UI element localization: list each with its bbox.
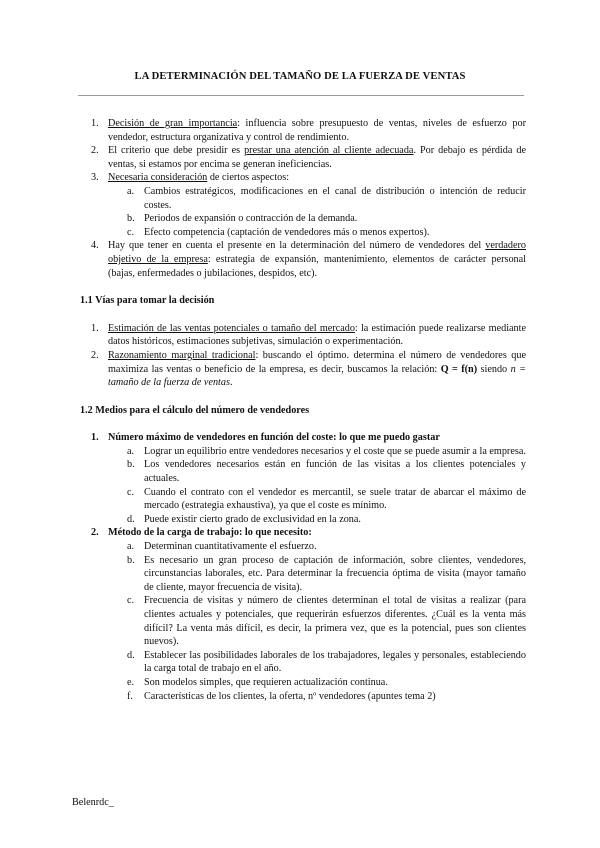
list-item xyxy=(80,322,526,349)
sub-item xyxy=(80,690,526,704)
item-number: 1. xyxy=(91,118,99,129)
underlined-term: Decisión de gran importancia xyxy=(108,118,238,129)
sub-item xyxy=(80,445,526,459)
item-text: : buscando el óptimo. determina el número de vendedores que maximiza las ventas o beneficio de la empresa, es decir, buscamos la relación: xyxy=(108,349,526,375)
title-divider xyxy=(78,95,524,96)
sub-item xyxy=(80,226,526,240)
document-body xyxy=(80,117,526,703)
method-heading xyxy=(80,526,526,540)
item-text: . Por debajo es pérdida de ventas, si estamos por encima se generan ineficiencias. xyxy=(108,145,527,170)
formula: Q = f(n) xyxy=(440,363,478,375)
item-number: 1. xyxy=(91,322,99,334)
item-text: Es necesario un gran proceso de captación de información, sobre clientes, vendedores, circunstancias laborales, etc. Para determinar la frecuencia óptima de visita (mayor tamaño de cliente, mayor frecuencia de visita). xyxy=(144,554,526,593)
list-item xyxy=(80,171,526,185)
item-letter: a. xyxy=(127,541,135,553)
item-letter: b. xyxy=(127,213,135,225)
item-text: . xyxy=(229,377,233,389)
document-title: LA DETERMINACIÓN DEL TAMAÑO DE LA FUERZA DE VENTAS xyxy=(134,71,466,82)
item-letter: a. xyxy=(127,185,135,197)
item-text: Determinan cuantitativamente el esfuerzo. xyxy=(144,541,317,553)
sub-item xyxy=(80,649,526,676)
sub-item xyxy=(80,212,526,226)
underlined-term: Razonamiento marginal tradicional xyxy=(108,349,256,361)
underlined-term: Estimación de las ventas potenciales o tamaño del mercado xyxy=(108,322,355,334)
item-letter: e. xyxy=(127,676,135,688)
item-text: de ciertos aspectos: xyxy=(207,172,290,184)
item-number: 3. xyxy=(91,172,99,184)
item-letter: c. xyxy=(127,595,135,607)
sub-item xyxy=(80,594,526,648)
item-text: : la estimación puede realizarse mediante datos históricos, estimaciones subjetivas, simulación o experimentación. xyxy=(108,322,526,348)
method-title: Método de la carga de trabajo: lo que necesito: xyxy=(108,527,312,539)
item-text: Puede existir cierto grado de exclusividad en la zona. xyxy=(144,513,361,525)
item-text: Cambios estratégicos, modificaciones en el canal de distribución o intención de reducir costes. xyxy=(144,185,526,211)
item-letter: c. xyxy=(127,226,135,238)
italic-text: n = tamaño de la fuerza de ventas xyxy=(108,363,526,389)
section-heading-1-2: 1.2 Medios para el cálculo del número de vendedores xyxy=(80,404,310,416)
item-number: 2. xyxy=(91,527,99,539)
list-item xyxy=(80,349,526,390)
list-item xyxy=(80,239,526,280)
item-letter: b. xyxy=(127,459,135,471)
item-text: Efecto competencia (captación de vendedores más o menos expertos). xyxy=(144,226,430,238)
item-letter: c. xyxy=(127,486,135,498)
item-text: Lograr un equilibrio entre vendedores necesarios y el coste que se puede asumir a la empresa. xyxy=(144,445,526,457)
item-number: 1. xyxy=(91,432,99,444)
list-item xyxy=(80,144,526,171)
item-number: 2. xyxy=(91,145,99,157)
item-text: Características de los clientes, la oferta, nº vendedores (apuntes tema 2) xyxy=(144,690,436,702)
item-text: Los vendedores necesarios están en función de las visitas a los clientes potenciales y actuales. xyxy=(144,459,526,485)
item-text: Son modelos simples, que requieren actualización continua. xyxy=(144,676,388,688)
item-number: 2. xyxy=(91,349,99,361)
footer-author: Belenrdc_ xyxy=(72,797,114,808)
item-letter: d. xyxy=(127,649,135,661)
underlined-term: prestar una atención al cliente adecuada xyxy=(244,145,414,157)
item-text: : influencia sobre presupuesto de ventas, niveles de esfuerzo por vendedor, estructura organizativa y control de rendimiento. xyxy=(108,118,526,143)
item-text: Establecer las posibilidades laborales de los trabajadores, legales y personales, estableciendo la carga total de trabajo en el año. xyxy=(144,649,526,675)
method-title: Número máximo de vendedores en función del coste: lo que me puedo gastar xyxy=(108,432,440,444)
list-item xyxy=(80,117,526,144)
item-text: : estrategia de expansión, mantenimiento, elementos de carácter personal (bajas, enfermedades o jubilaciones, despidos, etc). xyxy=(108,253,526,279)
item-number: 4. xyxy=(91,240,99,252)
underlined-term: Necesaria consideración xyxy=(108,172,208,184)
item-letter: d. xyxy=(127,513,135,525)
item-text: Frecuencia de visitas y número de clientes determinan el total de visitas a realizar (para clientes actuales y potenciales, que requerirán esfuerzos diferentes. ¿Cuál es la venta más difícil? La venta más difícil, es decir, la primera vez, que es la potencial, pues son clientes nuevos). xyxy=(144,595,526,648)
sub-item xyxy=(80,458,526,485)
sub-item xyxy=(80,676,526,690)
item-text: Cuando el contrato con el vendedor es mercantil, se suele tratar de abarcar el máximo de mercado (estrategia exhaustiva), ya que el coste es mínimo. xyxy=(144,486,526,512)
sub-item xyxy=(80,486,526,513)
sub-item xyxy=(80,554,526,595)
sub-item xyxy=(80,540,526,554)
section-heading-1-1: 1.1 Vías para tomar la decisión xyxy=(80,295,215,307)
item-letter: f. xyxy=(127,690,133,702)
item-text: El criterio que debe presidir es xyxy=(108,145,245,157)
underlined-term: verdadero objetivo de la empresa xyxy=(108,240,526,265)
item-letter: b. xyxy=(127,554,135,566)
item-text: siendo xyxy=(477,363,511,375)
item-text: Periodos de expansión o contracción de la demanda. xyxy=(144,213,358,225)
item-text: Hay que tener en cuenta el presente en la determinación del número de vendedores del xyxy=(108,240,486,252)
method-heading xyxy=(80,431,526,445)
item-letter: a. xyxy=(127,445,135,457)
sub-item xyxy=(80,513,526,527)
sub-item xyxy=(80,185,526,212)
